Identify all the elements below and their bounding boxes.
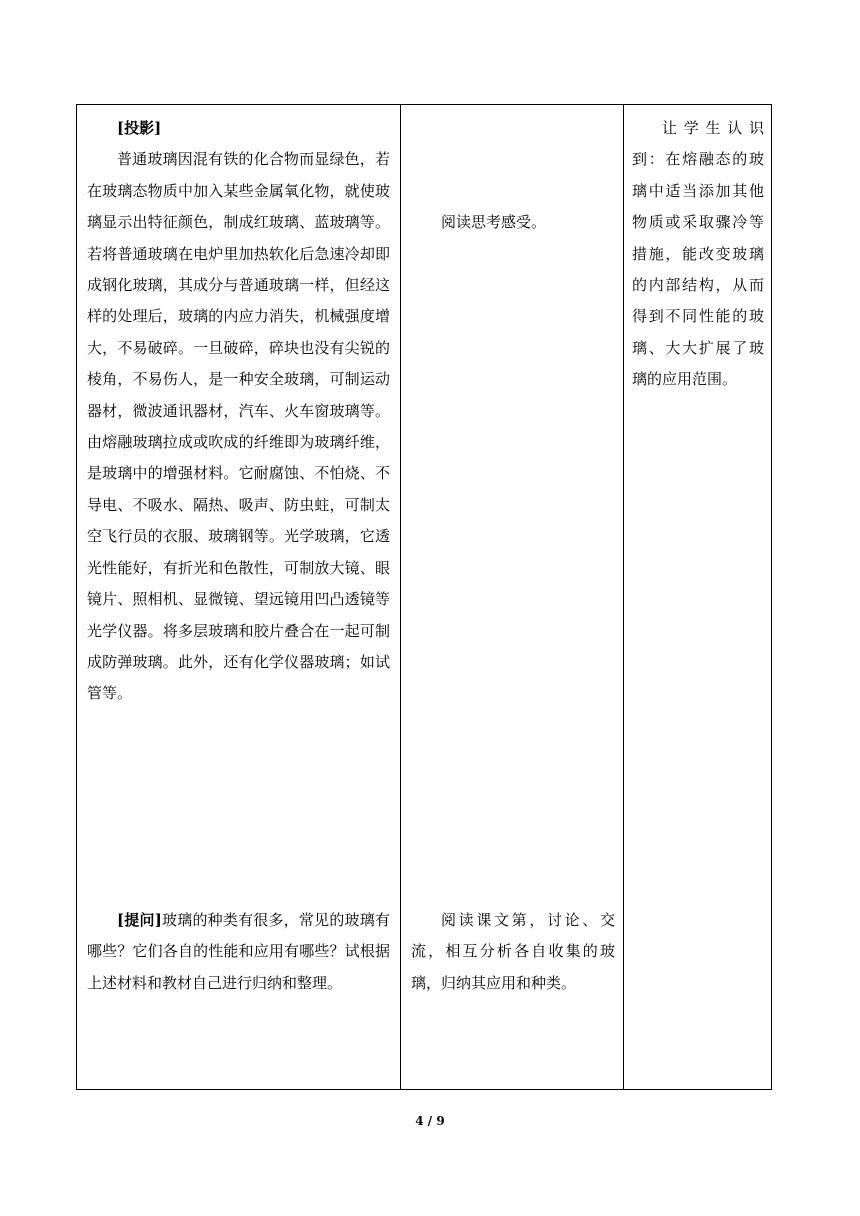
page-number: 4 / 9 xyxy=(415,1114,445,1128)
projection-heading: [投影] xyxy=(117,119,162,137)
question-text: 玻璃的种类有很多，常见的玻璃有哪些？它们各自的性能和应用有哪些？试根据上述材料和教材自己进行归纳和整理。 xyxy=(87,911,390,992)
teacher-activity-cell xyxy=(77,105,401,1090)
student-activity-1: 阅读思考感受。 xyxy=(441,213,547,231)
table-row xyxy=(77,105,772,1090)
question-label: [提问] xyxy=(117,911,162,929)
question-paragraph xyxy=(77,905,400,999)
student-activity-cell xyxy=(401,105,624,1090)
student-activity-2: 阅读课文第，讨论、交流，相互分析各自收集的玻璃，归纳其应用和种类。 xyxy=(411,911,615,992)
design-intent-text: 让学生认识到：在熔融态的玻璃中适当添加其他物质或采取骤冷等措施，能改变玻璃的内部结构，从而得到不同性能的玻璃、大大扩展了玻璃的应用范围。 xyxy=(632,119,764,389)
projection-text: 普通玻璃因混有铁的化合物而显绿色，若在玻璃态物质中加入某些金属氧化物，就使玻璃显示出特征颜色，制成红玻璃、蓝玻璃等。若将普通玻璃在电炉里加热软化后急速冷却即成钢化玻璃，其成分与普通玻璃一样，但经这样的处理后，玻璃的内应力消失，机械强度增大，不易破碎。一旦破碎，碎块也没有尖锐的棱角，不易伤人，是一种安全玻璃，可制运动器材，微波通讯器材，汽车、火车窗玻璃等。由熔融玻璃拉成或吹成的纤维即为玻璃纤维，是玻璃中的增强材料。它耐腐蚀、不怕烧、不导电、不吸水、隔热、吸声、防虫蛀，可制太空飞行员的衣服、玻璃钢等。光学玻璃，它透光性能好，有折光和色散性，可制放大镜、眼镜片、照相机、显微镜、望远镜用凹凸透镜等光学仪器。将多层玻璃和胶片叠合在一起可制成防弹玻璃。此外，还有化学仪器玻璃；如试管等。 xyxy=(87,150,390,703)
design-intent-cell xyxy=(624,105,772,1090)
lesson-table xyxy=(76,104,772,1090)
